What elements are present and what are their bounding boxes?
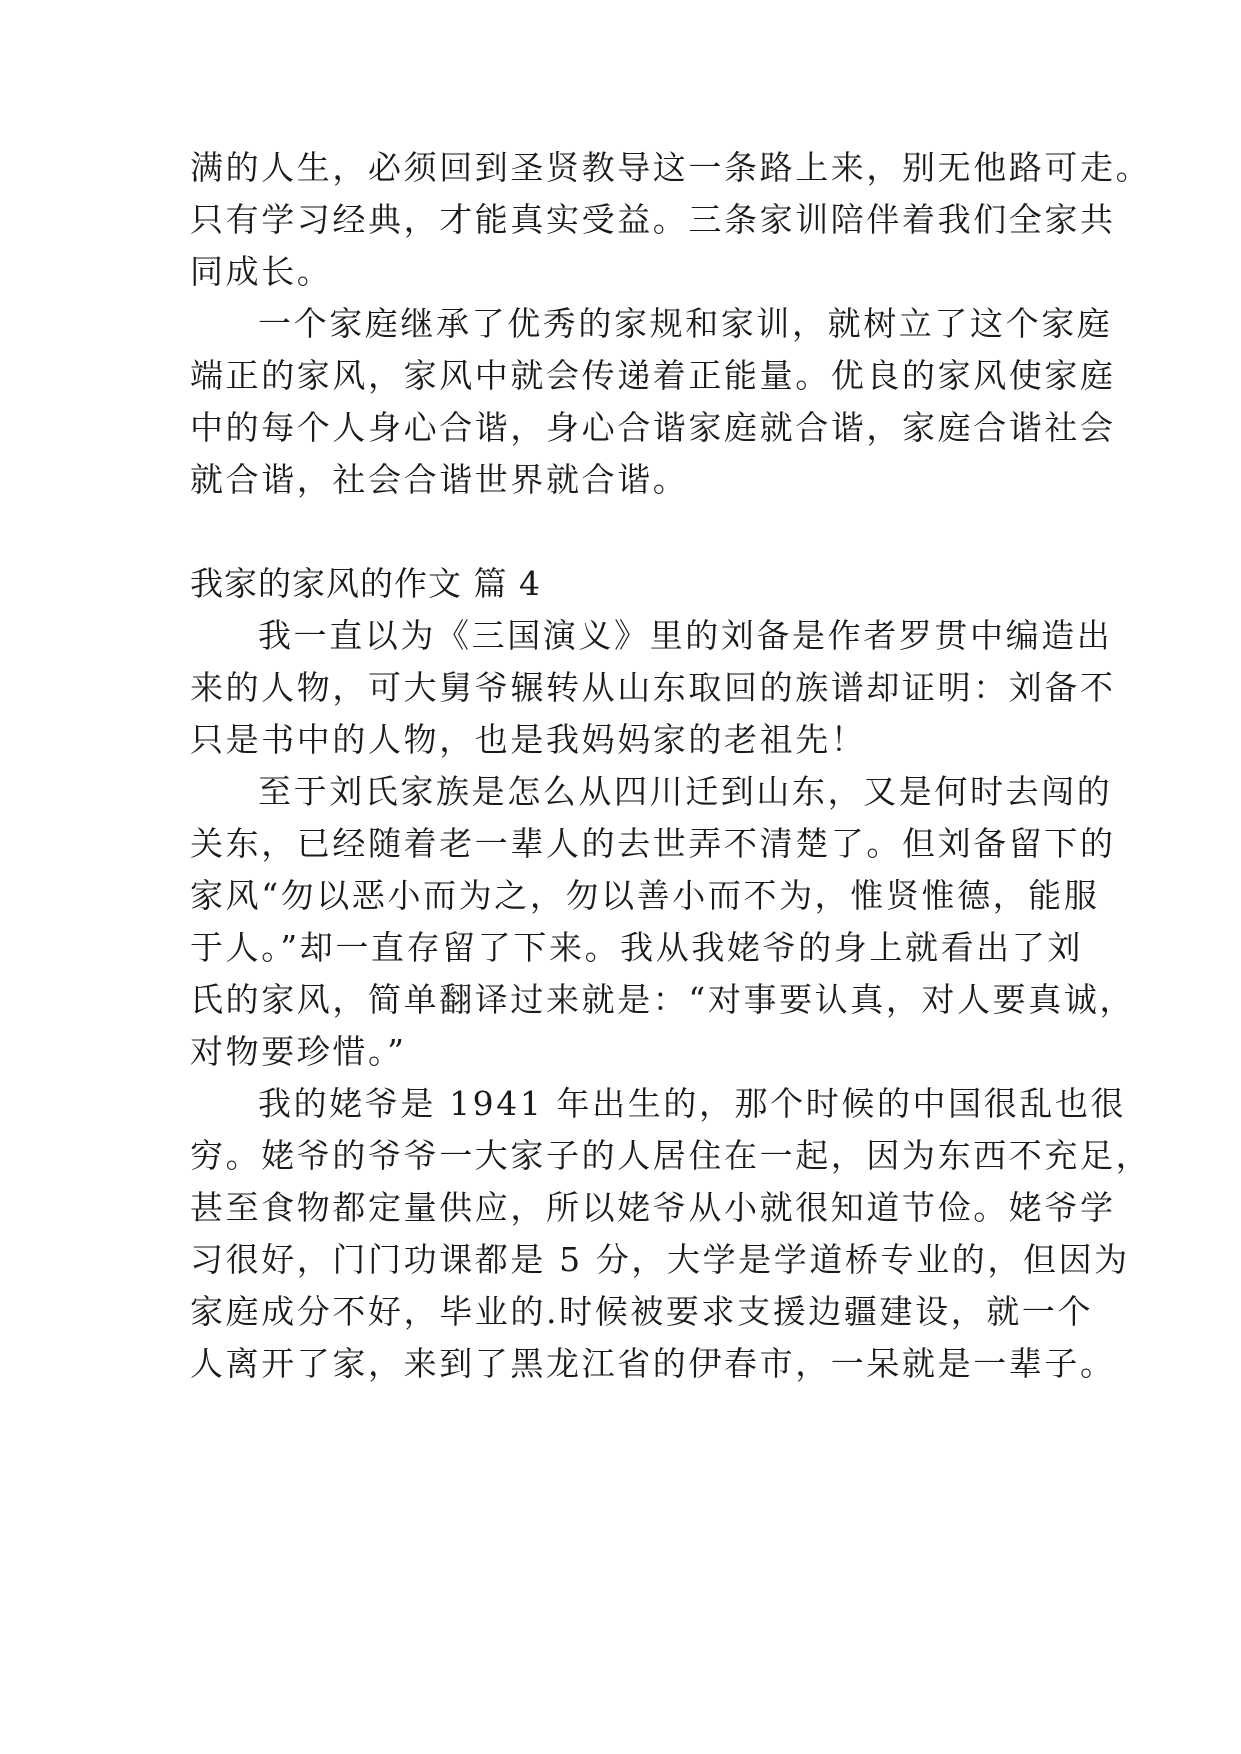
section-paragraph-3-line-6: 人离开了家，来到了黑龙江省的伊春市，一呆就是一辈子。 [190, 1344, 1116, 1383]
paragraph-2-line-4: 就合谐，社会合谐世界就合谐。 [190, 460, 689, 499]
section-paragraph-2-line-2: 关东，已经随着老一辈人的去世弄不清楚了。但刘备留下的 [190, 824, 1116, 863]
paragraph-2-line-3: 中的每个人身心合谐，身心合谐家庭就合谐，家庭合谐社会 [190, 408, 1116, 447]
section-heading: 我家的家风的作文 篇 4 [190, 564, 541, 603]
section-paragraph-2-line-1: 至于刘氏家族是怎么从四川迁到山东，又是何时去闯的 [258, 772, 1113, 811]
paragraph-1-line-1: 满的人生，必须回到圣贤教导这一条路上来，别无他路可走。 [190, 148, 1152, 187]
section-paragraph-3-line-5: 家庭成分不好，毕业的.时候被要求支援边疆建设，就一个 [190, 1292, 1094, 1331]
paragraph-2-line-1: 一个家庭继承了优秀的家规和家训，就树立了这个家庭 [258, 304, 1113, 343]
section-paragraph-1-line-3: 只是书中的人物，也是我妈妈家的老祖先！ [190, 720, 867, 759]
paragraph-2-line-2: 端正的家风，家风中就会传递着正能量。优良的家风使家庭 [190, 356, 1116, 395]
section-paragraph-3-line-2: 穷。姥爷的爷爷一大家子的人居住在一起，因为东西不充足， [190, 1136, 1152, 1175]
section-paragraph-1-line-1: 我一直以为《三国演义》里的刘备是作者罗贯中编造出 [258, 616, 1113, 655]
section-paragraph-3-line-1: 我的姥爷是 1941 年出生的，那个时候的中国很乱也很 [258, 1084, 1127, 1123]
section-paragraph-2-line-4: 于人。”却一直存留了下来。我从我姥爷的身上就看出了刘 [190, 928, 1083, 967]
section-paragraph-3-line-4: 习很好，门门功课都是 5 分，大学是学道桥专业的，但因为 [190, 1240, 1130, 1279]
paragraph-1-line-3: 同成长。 [190, 252, 333, 291]
section-paragraph-2-line-6: 对物要珍惜。” [190, 1032, 407, 1071]
section-paragraph-3-line-3: 甚至食物都定量供应，所以姥爷从小就很知道节俭。姥爷学 [190, 1188, 1116, 1227]
paragraph-1-line-2: 只有学习经典，才能真实受益。三条家训陪伴着我们全家共 [190, 200, 1116, 239]
section-paragraph-2-line-5: 氏的家风，简单翻译过来就是：“对事要认真，对人要真诚， [190, 980, 1136, 1019]
section-paragraph-1-line-2: 来的人物，可大舅爷辗转从山东取回的族谱却证明：刘备不 [190, 668, 1116, 707]
section-paragraph-2-line-3: 家风“勿以恶小而为之，勿以善小而不为，惟贤惟德，能服 [190, 876, 1100, 915]
